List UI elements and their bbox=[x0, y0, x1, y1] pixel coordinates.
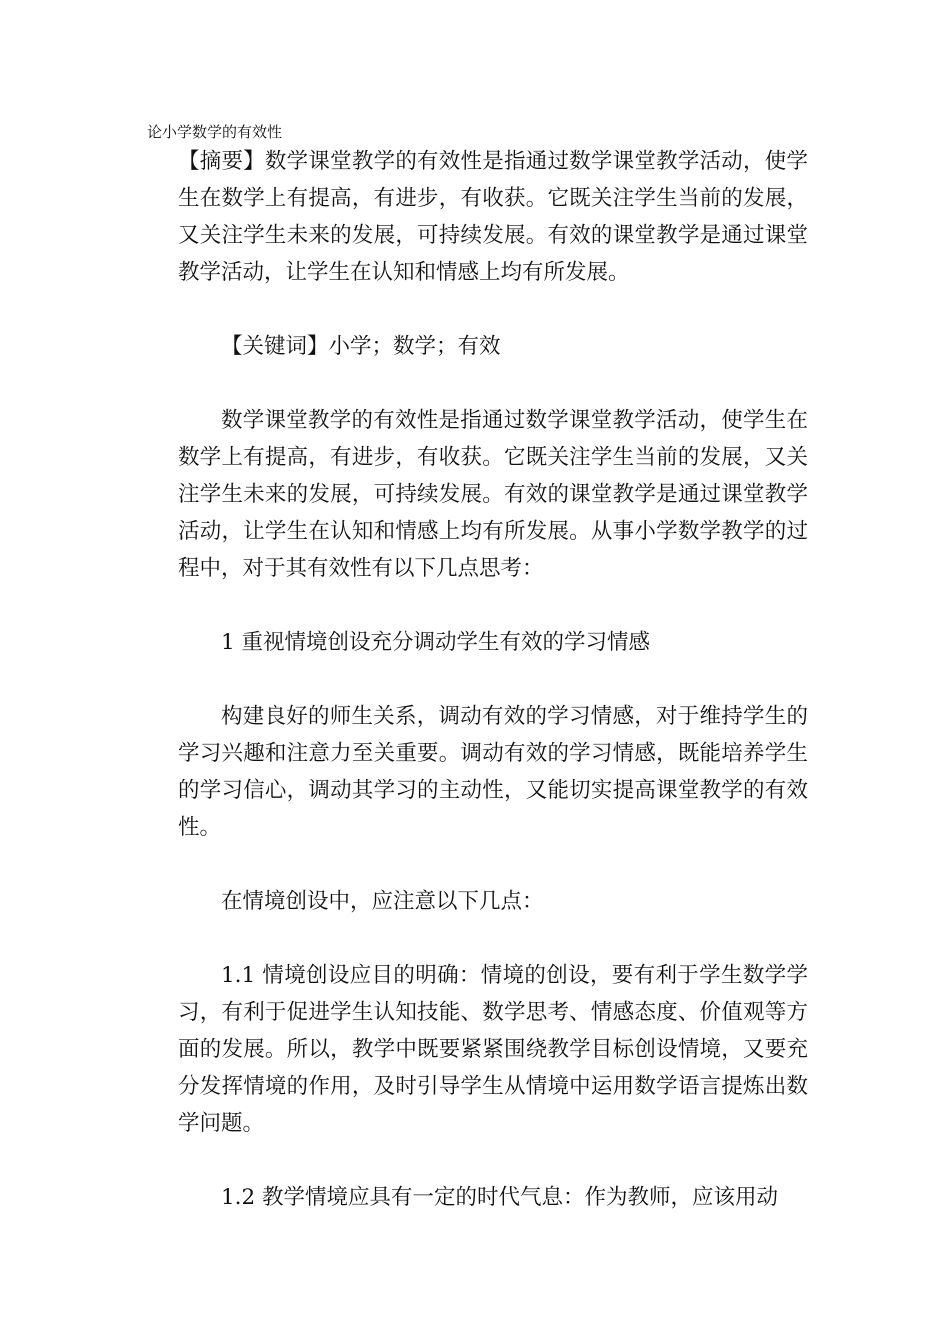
intro-paragraph: 数学课堂教学的有效性是指通过数学课堂教学活动，使学生在数学上有提高，有进步，有收获。它既关注学生当前的发展，又关注学生未来的发展，可持续发展。有效的课堂教学是通过课堂教学活动，让学生在认知和情感上均有所发展。从事小学数学教学的过程中，对于其有效性有以下几点思考： bbox=[178, 408, 808, 581]
subsection-1-1-paragraph: 1.1 情境创设应目的明确：情境的创设，要有利于学生数学学习，有利于促进学生认知技能、数学思考、情感态度、价值观等方面的发展。所以，教学中既要紧紧围绕教学目标创设情境，又要充分发挥情境的作用，及时引导学生从情境中运用数学语言提炼出数学问题。 bbox=[178, 963, 808, 1136]
document-body bbox=[178, 143, 808, 1216]
document-title: 论小学数学的有效性 bbox=[147, 123, 283, 141]
keywords-paragraph: 【关键词】小学；数学；有效 bbox=[221, 334, 501, 359]
subsection-1-2-paragraph: 1.2 教学情境应具有一定的时代气息：作为教师，应该用动 bbox=[221, 1185, 779, 1210]
section-heading-1: 1 重视情境创设充分调动学生有效的学习情感 bbox=[221, 630, 651, 655]
abstract-paragraph: 【摘要】数学课堂教学的有效性是指通过数学课堂教学活动，使学生在数学上有提高，有进步，有收获。它既关注学生当前的发展，又关注学生未来的发展，可持续发展。有效的课堂教学是通过课堂教学活动，让学生在认知和情感上均有所发展。 bbox=[178, 149, 808, 285]
section-1-paragraph: 构建良好的师生关系，调动有效的学习情感，对于维持学生的学习兴趣和注意力至关重要。调动有效的学习情感，既能培养学生的学习信心，调动其学习的主动性，又能切实提高课堂教学的有效性。 bbox=[178, 704, 808, 840]
section-1-note: 在情境创设中，应注意以下几点： bbox=[221, 889, 544, 914]
